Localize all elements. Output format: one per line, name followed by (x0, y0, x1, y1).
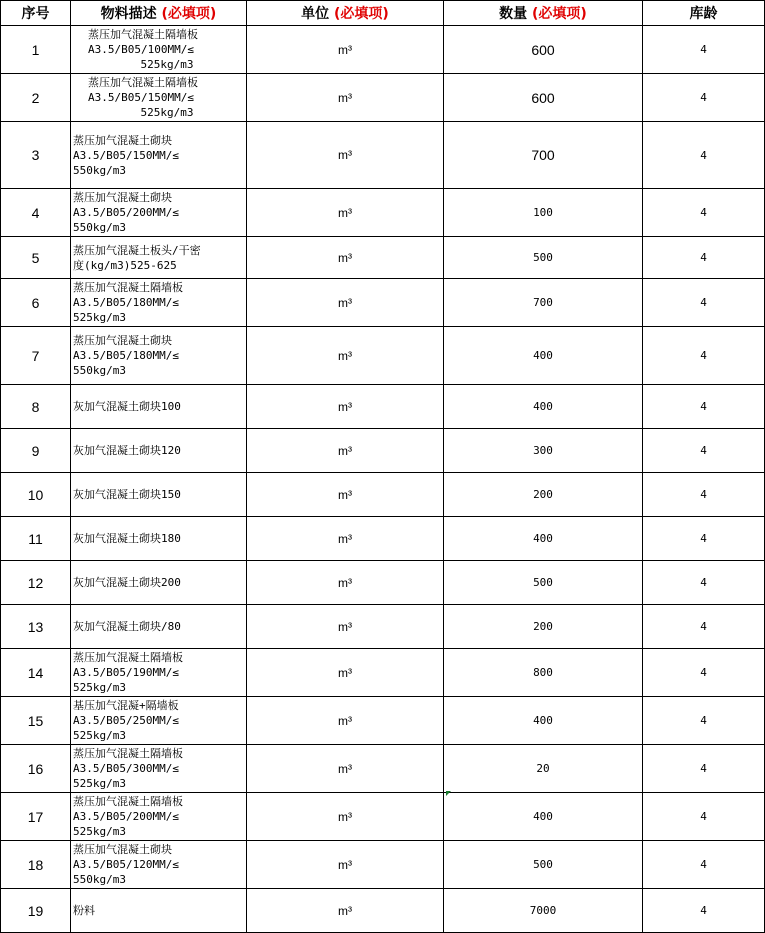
cell-age[interactable]: 4 (643, 793, 765, 841)
cell-unit[interactable]: m³ (247, 561, 444, 605)
cell-desc[interactable] (71, 605, 247, 649)
cell-desc-line: 基压加气混凝+隔墙板 (73, 699, 179, 712)
table-row (1, 385, 765, 429)
table-row (1, 841, 765, 889)
cell-desc-line: A3.5/B05/200MM/≤ (73, 206, 179, 219)
table-row (1, 237, 765, 279)
cell-age[interactable]: 4 (643, 841, 765, 889)
cell-qty[interactable]: 100 (444, 189, 643, 237)
cell-desc-line: 蒸压加气混凝土隔墙板 (88, 28, 198, 41)
cell-unit[interactable]: m³ (247, 841, 444, 889)
cell-unit[interactable]: m³ (247, 429, 444, 473)
cell-desc-line: 550kg/m3 (73, 873, 126, 886)
cell-desc[interactable] (71, 473, 247, 517)
table-row (1, 793, 765, 841)
cell-no[interactable]: 17 (1, 793, 71, 841)
cell-no[interactable]: 1 (1, 26, 71, 74)
cell-desc-line: 525kg/m3 (73, 777, 126, 790)
cell-desc-line: A3.5/B05/190MM/≤ (73, 666, 179, 679)
cell-age[interactable]: 4 (643, 429, 765, 473)
cell-desc[interactable] (71, 649, 247, 697)
cell-qty[interactable]: 200 (444, 473, 643, 517)
cell-desc-line: 蒸压加气混凝土砌块 (73, 843, 172, 856)
header-qty-required: (必填项) (532, 6, 587, 22)
cell-unit[interactable]: m³ (247, 279, 444, 327)
cell-desc-line: A3.5/B05/150MM/≤ (88, 91, 194, 104)
table-row (1, 745, 765, 793)
cell-desc-line: 525kg/m3 (73, 825, 126, 838)
cell-age[interactable]: 4 (643, 697, 765, 745)
cell-no[interactable]: 10 (1, 473, 71, 517)
cell-desc-line: 525kg/m3 (140, 106, 194, 119)
cell-desc-line: 灰加气混凝土砌块150 (73, 488, 181, 501)
header-desc-label: 物料描述 (100, 6, 157, 22)
cell-desc[interactable] (71, 745, 247, 793)
cell-age[interactable]: 4 (643, 122, 765, 189)
table-row (1, 327, 765, 385)
cell-qty[interactable]: 500 (444, 841, 643, 889)
cell-age[interactable]: 4 (643, 237, 765, 279)
cell-qty[interactable]: 700 (444, 279, 643, 327)
cell-age[interactable]: 4 (643, 26, 765, 74)
cell-desc-line: A3.5/B05/120MM/≤ (73, 858, 179, 871)
table-row (1, 26, 765, 74)
cell-desc-line: 525kg/m3 (140, 58, 194, 71)
cell-desc-line: A3.5/B05/200MM/≤ (73, 810, 179, 823)
cell-age[interactable]: 4 (643, 473, 765, 517)
cell-no[interactable]: 2 (1, 74, 71, 122)
cell-desc-line: 蒸压加气混凝土砌块 (73, 191, 172, 204)
table-row (1, 473, 765, 517)
cell-unit[interactable]: m³ (247, 74, 444, 122)
header-unit[interactable] (247, 1, 444, 26)
header-desc-required: (必填项) (161, 6, 217, 22)
cell-desc-line: 525kg/m3 (73, 681, 126, 694)
cell-desc-line: A3.5/B05/100MM/≤ (88, 43, 194, 56)
cell-desc-line: 灰加气混凝土砌块120 (73, 444, 181, 457)
cell-qty[interactable]: 200 (444, 605, 643, 649)
header-unit-label: 单位 (301, 6, 330, 22)
cell-desc[interactable] (71, 697, 247, 745)
cell-desc-line: 度(kg/m3)525-625 (73, 258, 177, 272)
cell-unit[interactable]: m³ (247, 793, 444, 841)
cell-desc-line: 525kg/m3 (73, 729, 126, 742)
cell-desc[interactable] (71, 561, 247, 605)
cell-desc-line: A3.5/B05/180MM/≤ (73, 296, 179, 309)
cell-age[interactable]: 4 (643, 605, 765, 649)
cell-no[interactable]: 12 (1, 561, 71, 605)
cell-age[interactable]: 4 (643, 385, 765, 429)
cell-no[interactable]: 15 (1, 697, 71, 745)
cell-unit[interactable]: m³ (247, 189, 444, 237)
table-row (1, 889, 765, 933)
header-age-label: 库龄 (689, 6, 718, 22)
cell-qty[interactable]: 400 (444, 327, 643, 385)
cell-qty[interactable]: 600 (444, 26, 643, 74)
cell-no[interactable]: 6 (1, 279, 71, 327)
cell-qty[interactable]: 400 (444, 385, 643, 429)
cell-no[interactable]: 3 (1, 122, 71, 189)
cell-desc-line: 灰加气混凝土砌块/80 (73, 620, 181, 633)
table-row (1, 649, 765, 697)
header-desc[interactable] (71, 1, 247, 26)
table-row (1, 429, 765, 473)
table-row (1, 517, 765, 561)
cell-no[interactable]: 9 (1, 429, 71, 473)
cell-age[interactable]: 4 (643, 745, 765, 793)
cell-desc-line: A3.5/B05/250MM/≤ (73, 714, 179, 727)
cell-desc-line: 蒸压加气混凝土隔墙板 (73, 795, 183, 808)
cell-unit[interactable]: m³ (247, 385, 444, 429)
table-row (1, 279, 765, 327)
cell-unit[interactable]: m³ (247, 889, 444, 933)
header-qty-label: 数量 (499, 6, 528, 22)
cell-qty[interactable]: 700 (444, 122, 643, 189)
cell-age[interactable]: 4 (643, 517, 765, 561)
cell-qty[interactable]: 300 (444, 429, 643, 473)
cell-desc-line: 灰加气混凝土砌块180 (73, 532, 181, 545)
header-no[interactable] (1, 1, 71, 26)
table-row (1, 561, 765, 605)
cell-unit[interactable]: m³ (247, 605, 444, 649)
cell-desc-line: 蒸压加气混凝土隔墙板 (73, 747, 183, 760)
cell-age[interactable]: 4 (643, 561, 765, 605)
cell-desc-line: 蒸压加气混凝土砌块 (73, 334, 172, 347)
cell-age[interactable]: 4 (643, 279, 765, 327)
cell-desc-line: 525kg/m3 (73, 311, 126, 324)
cell-desc-line: 灰加气混凝土砌块200 (73, 576, 181, 589)
cell-desc-line: 蒸压加气混凝土隔墙板 (88, 76, 198, 89)
cell-age[interactable]: 4 (643, 189, 765, 237)
cell-no[interactable]: 4 (1, 189, 71, 237)
cell-no[interactable]: 18 (1, 841, 71, 889)
cell-unit[interactable]: m³ (247, 122, 444, 189)
cell-desc-line: 550kg/m3 (73, 364, 126, 377)
cell-age[interactable]: 4 (643, 889, 765, 933)
cell-no[interactable]: 14 (1, 649, 71, 697)
cell-qty[interactable]: 400 (444, 697, 643, 745)
cell-desc-line: A3.5/B05/150MM/≤ (73, 148, 179, 162)
cell-desc[interactable] (71, 841, 247, 889)
table-body (1, 26, 765, 933)
table-row (1, 605, 765, 649)
cell-desc[interactable] (71, 189, 247, 237)
cell-no[interactable]: 7 (1, 327, 71, 385)
cell-desc[interactable] (71, 279, 247, 327)
header-no-label: 序号 (21, 6, 50, 22)
cell-desc-line: 蒸压加气混凝土砌块 (73, 133, 172, 147)
cell-desc-line: 550kg/m3 (73, 221, 126, 234)
cell-qty[interactable]: 800 (444, 649, 643, 697)
cell-unit[interactable]: m³ (247, 237, 444, 279)
header-unit-required: (必填项) (334, 6, 389, 22)
cell-unit[interactable]: m³ (247, 473, 444, 517)
cell-desc-line: 蒸压加气混凝土隔墙板 (73, 281, 183, 294)
cell-desc[interactable] (71, 26, 247, 74)
header-row (1, 1, 765, 26)
cell-desc[interactable] (71, 429, 247, 473)
cell-unit[interactable]: m³ (247, 517, 444, 561)
cell-no[interactable]: 8 (1, 385, 71, 429)
cell-no[interactable]: 11 (1, 517, 71, 561)
table-row (1, 122, 765, 189)
table-row (1, 74, 765, 122)
cell-unit[interactable]: m³ (247, 26, 444, 74)
cell-desc[interactable] (71, 122, 247, 189)
cell-age[interactable]: 4 (643, 327, 765, 385)
cell-qty[interactable]: 20 (444, 745, 643, 793)
cell-desc-line: 蒸压加气混凝土隔墙板 (73, 651, 183, 664)
cell-desc-line: A3.5/B05/300MM/≤ (73, 762, 179, 775)
cell-no[interactable]: 19 (1, 889, 71, 933)
cell-desc[interactable] (71, 517, 247, 561)
cell-no[interactable]: 13 (1, 605, 71, 649)
cell-comment-marker (446, 791, 451, 796)
cell-desc-line: 蒸压加气混凝土板头/干密 (73, 243, 201, 257)
cell-age[interactable]: 4 (643, 649, 765, 697)
table-row (1, 189, 765, 237)
cell-desc[interactable] (71, 385, 247, 429)
cell-desc[interactable] (71, 237, 247, 279)
cell-desc[interactable] (71, 74, 247, 122)
table-row (1, 697, 765, 745)
cell-qty[interactable]: 600 (444, 74, 643, 122)
cell-qty[interactable]: 400 (444, 517, 643, 561)
header-qty[interactable] (444, 1, 643, 26)
cell-desc-line: A3.5/B05/180MM/≤ (73, 349, 179, 362)
cell-qty[interactable]: 500 (444, 561, 643, 605)
cell-no[interactable]: 5 (1, 237, 71, 279)
cell-desc[interactable] (71, 793, 247, 841)
cell-age[interactable]: 4 (643, 74, 765, 122)
cell-qty[interactable]: 7000 (444, 889, 643, 933)
cell-unit[interactable]: m³ (247, 327, 444, 385)
cell-desc[interactable] (71, 889, 247, 933)
cell-qty[interactable]: 400 (444, 793, 643, 841)
cell-desc[interactable] (71, 327, 247, 385)
cell-desc-line: 550kg/m3 (73, 163, 126, 177)
header-age[interactable] (643, 1, 765, 26)
cell-unit[interactable]: m³ (247, 745, 444, 793)
cell-unit[interactable]: m³ (247, 649, 444, 697)
cell-desc-line: 粉料 (73, 904, 95, 917)
cell-unit[interactable]: m³ (247, 697, 444, 745)
cell-no[interactable]: 16 (1, 745, 71, 793)
cell-desc-line: 灰加气混凝土砌块100 (73, 400, 181, 413)
cell-qty[interactable]: 500 (444, 237, 643, 279)
